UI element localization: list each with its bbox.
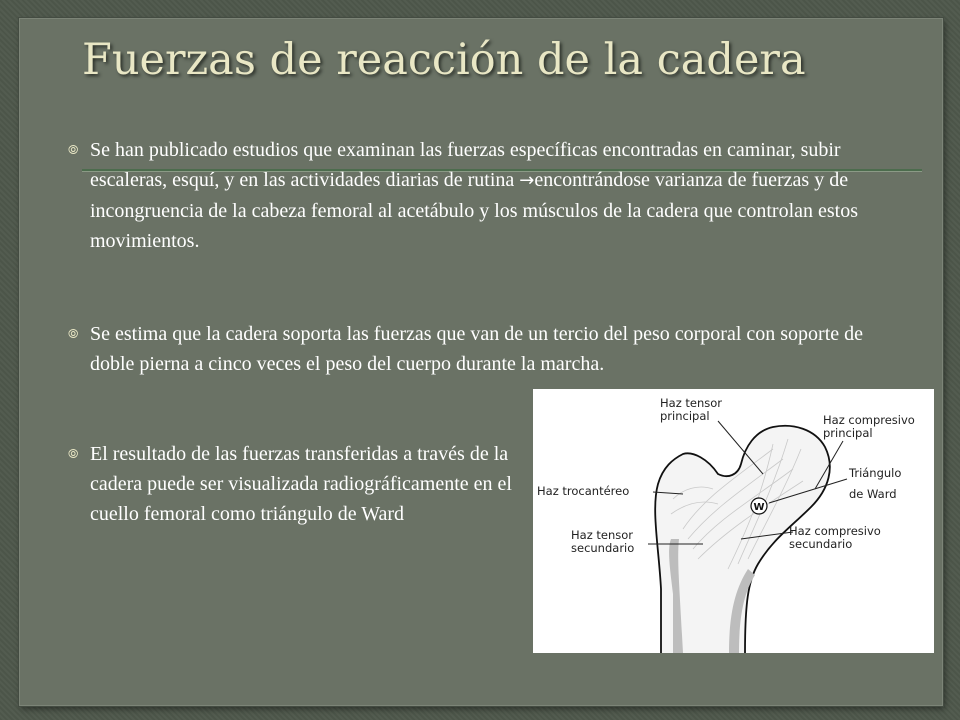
femur-illustration [533, 389, 934, 653]
bullet-icon: ⦾ [68, 142, 79, 157]
label-triangulo-ward-1: Triángulo [849, 466, 902, 480]
label-triangulo-ward-2: de Ward [849, 487, 897, 501]
label-haz-tensor-secundario-1: Haz tensor [571, 528, 634, 542]
label-haz-compresivo-principal-2: principal [823, 426, 873, 440]
label-haz-tensor-secundario-2: secundario [571, 541, 635, 555]
label-haz-compresivo-principal-1: Haz compresivo [823, 413, 915, 427]
arrow-icon: → [519, 170, 535, 191]
label-haz-tensor-principal-1: Haz tensor [660, 396, 723, 410]
label-haz-compresivo-secundario-1: Haz compresivo [789, 524, 881, 538]
label-haz-trocantereo: Haz trocantéreo [537, 484, 630, 498]
bullet-text-studies-part1: Se han publicado estudios que examinan las fuerzas específicas encontradas en caminar, subir escaleras, esquí, y en las actividades diarias de rutina [90, 139, 841, 191]
slide-title: Fuerzas de reacción de la cadera [82, 35, 806, 85]
femur-diagram [533, 389, 934, 653]
bullet-text-load: Se estima que la cadera soporta las fuerzas que van de un tercio del peso corporal con soporte de doble pierna a cinco veces el peso del cuerpo durante la marcha. [90, 323, 864, 375]
bullet-text-studies [90, 135, 910, 256]
bullet-icon: ⦾ [68, 326, 79, 341]
bullet-icon: ⦾ [68, 446, 79, 461]
label-haz-compresivo-secundario-2: secundario [789, 537, 853, 551]
label-haz-tensor-principal-2: principal [660, 409, 710, 423]
bullet-text-studies-part2: encontrándose varianza de fuerzas y de incongruencia de la cabeza femoral al acetábulo y los músculos de la cadera que controlan estos movimientos. [90, 169, 858, 252]
ward-marker-label: W [753, 502, 765, 513]
bullet-text-ward: El resultado de las fuerzas transferidas a través de la cadera puede ser visualizada radiográficamente en el cuello femoral como triángulo de Ward [90, 443, 512, 525]
